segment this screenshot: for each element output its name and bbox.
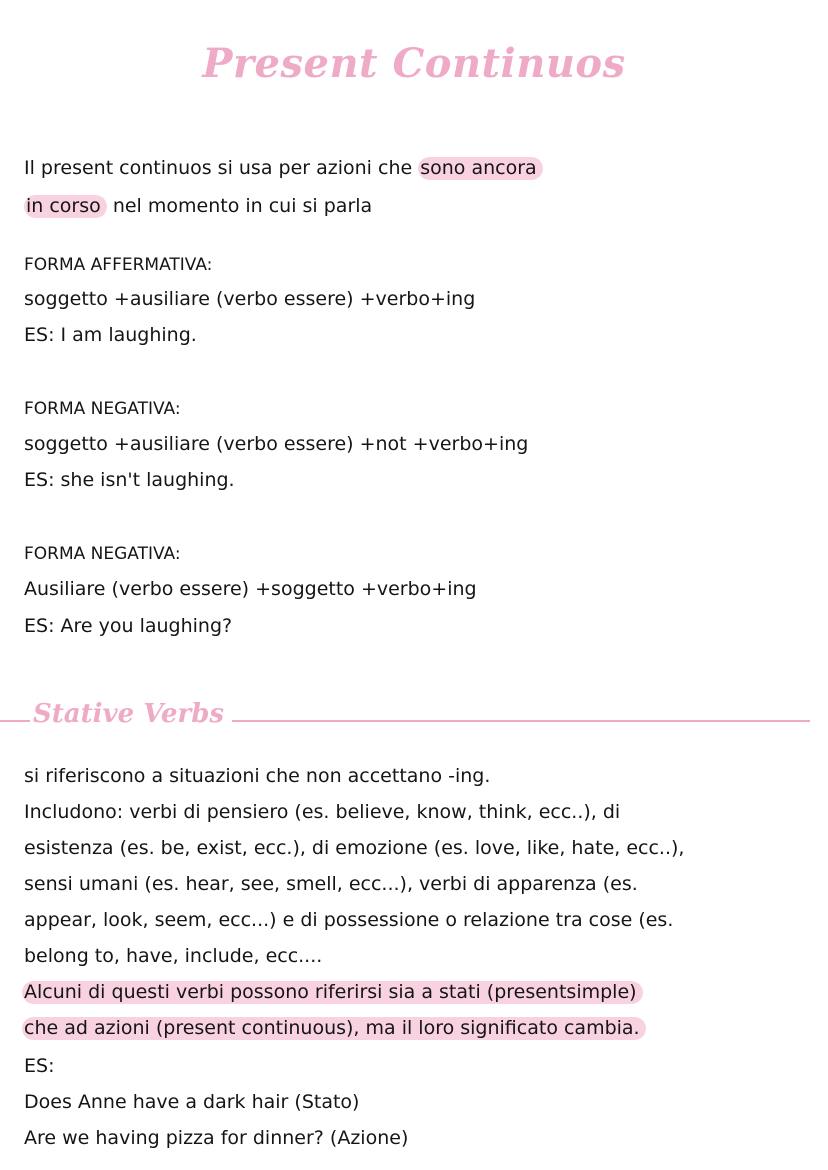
intro-highlight: in corso	[24, 195, 107, 218]
intro-line-1	[24, 156, 543, 180]
intro-line-2	[24, 194, 372, 218]
intro-text: nel momento in cui si parla	[106, 195, 373, 217]
stative-line: Includono: verbi di pensiero (es. believe, know, think, ecc..), di	[24, 801, 621, 823]
affirmative-rule: soggetto +ausiliare (verbo essere) +verbo+ing	[24, 288, 476, 310]
section-divider	[0, 697, 810, 737]
interrogative-heading: FORMA NEGATIVA:	[24, 544, 181, 564]
stative-line: sensi umani (es. hear, see, smell, ecc...), verbi di apparenza (es.	[24, 873, 638, 895]
interrogative-rule: Ausiliare (verbo essere) +soggetto +verbo+ing	[24, 578, 477, 600]
highlighted-text: Alcuni di questi verbi possono riferirsi sia a stati (presentsimple)	[22, 981, 643, 1004]
negative-example: ES: she isn't laughing.	[24, 469, 235, 491]
stative-line: appear, look, seem, ecc...) e di possessione o relazione tra cose (es.	[24, 909, 674, 931]
intro-text: Il present continuos si usa per azioni che	[24, 157, 419, 179]
affirmative-example: ES: I am laughing.	[24, 324, 197, 346]
interrogative-example: ES: Are you laughing?	[24, 615, 233, 637]
stative-es-label: ES:	[24, 1055, 55, 1077]
stative-example-2: Are we having pizza for dinner? (Azione)	[24, 1127, 409, 1149]
divider-rule-left	[0, 720, 30, 722]
stative-line: esistenza (es. be, exist, ecc.), di emozione (es. love, like, hate, ecc..),	[24, 837, 685, 859]
stative-line: belong to, have, include, ecc....	[24, 945, 323, 967]
negative-heading: FORMA NEGATIVA:	[24, 399, 181, 419]
stative-highlight-line	[22, 980, 643, 1004]
highlighted-text: che ad azioni (present continuous), ma il loro significato cambia.	[22, 1017, 646, 1040]
section-title: Stative Verbs	[33, 699, 225, 729]
page-title: Present Continuos	[202, 40, 626, 87]
negative-rule: soggetto +ausiliare (verbo essere) +not +verbo+ing	[24, 433, 529, 455]
stative-line: si riferiscono a situazioni che non accettano -ing.	[24, 765, 491, 787]
stative-highlight-line	[22, 1016, 646, 1040]
intro-highlight: sono ancora	[418, 157, 542, 180]
affirmative-heading: FORMA AFFERMATIVA:	[24, 255, 213, 275]
stative-example-1: Does Anne have a dark hair (Stato)	[24, 1091, 360, 1113]
divider-rule-right	[232, 720, 810, 722]
